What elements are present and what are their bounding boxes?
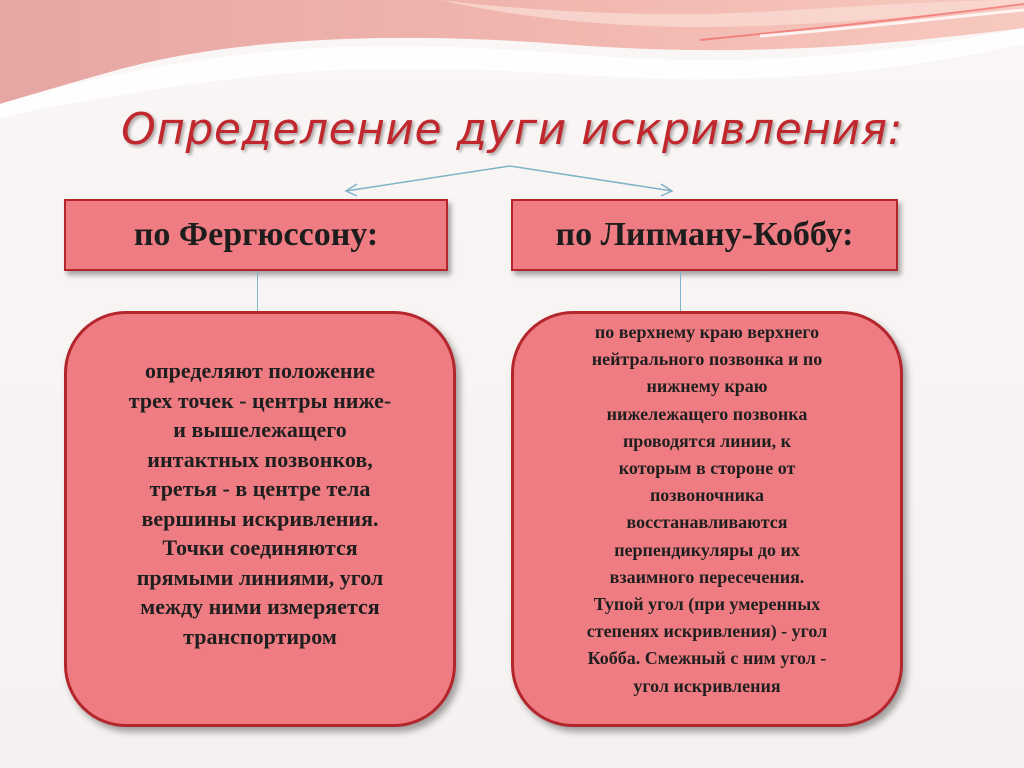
ferguson-description-box xyxy=(64,311,456,727)
slide-title: Определение дуги искривления: xyxy=(121,104,903,155)
ferguson-description-text: определяют положение трех точек - центры ниже- и вышележащего интактных позвонков, третья - в центре тела вершины искривления. Точки соединяются прямыми линиями, угол между ними измеряется транспортиром xyxy=(128,358,392,649)
ferguson-header-box xyxy=(64,199,448,271)
lippman-cobb-description-box xyxy=(511,311,903,727)
lippman-cobb-header-label: по Липману-Коббу: xyxy=(555,216,854,253)
ferguson-header-label: по Фергюссону: xyxy=(133,216,379,253)
lippman-cobb-description-text: по верхнему краю верхнего нейтрального позвонка и по нижнему краю нижележащего позвонка проводятся линии, к которым в стороне от позвоночника восстанавливаются перпендикуляры до их взаимного пересечения. Тупой угол (при умеренных степенях искривления) - угол Кобба. Смежный с ним угол - угол искривления xyxy=(586,322,828,696)
connector-right xyxy=(680,271,681,311)
connector-left xyxy=(257,271,258,311)
lippman-cobb-header-box xyxy=(511,199,898,271)
